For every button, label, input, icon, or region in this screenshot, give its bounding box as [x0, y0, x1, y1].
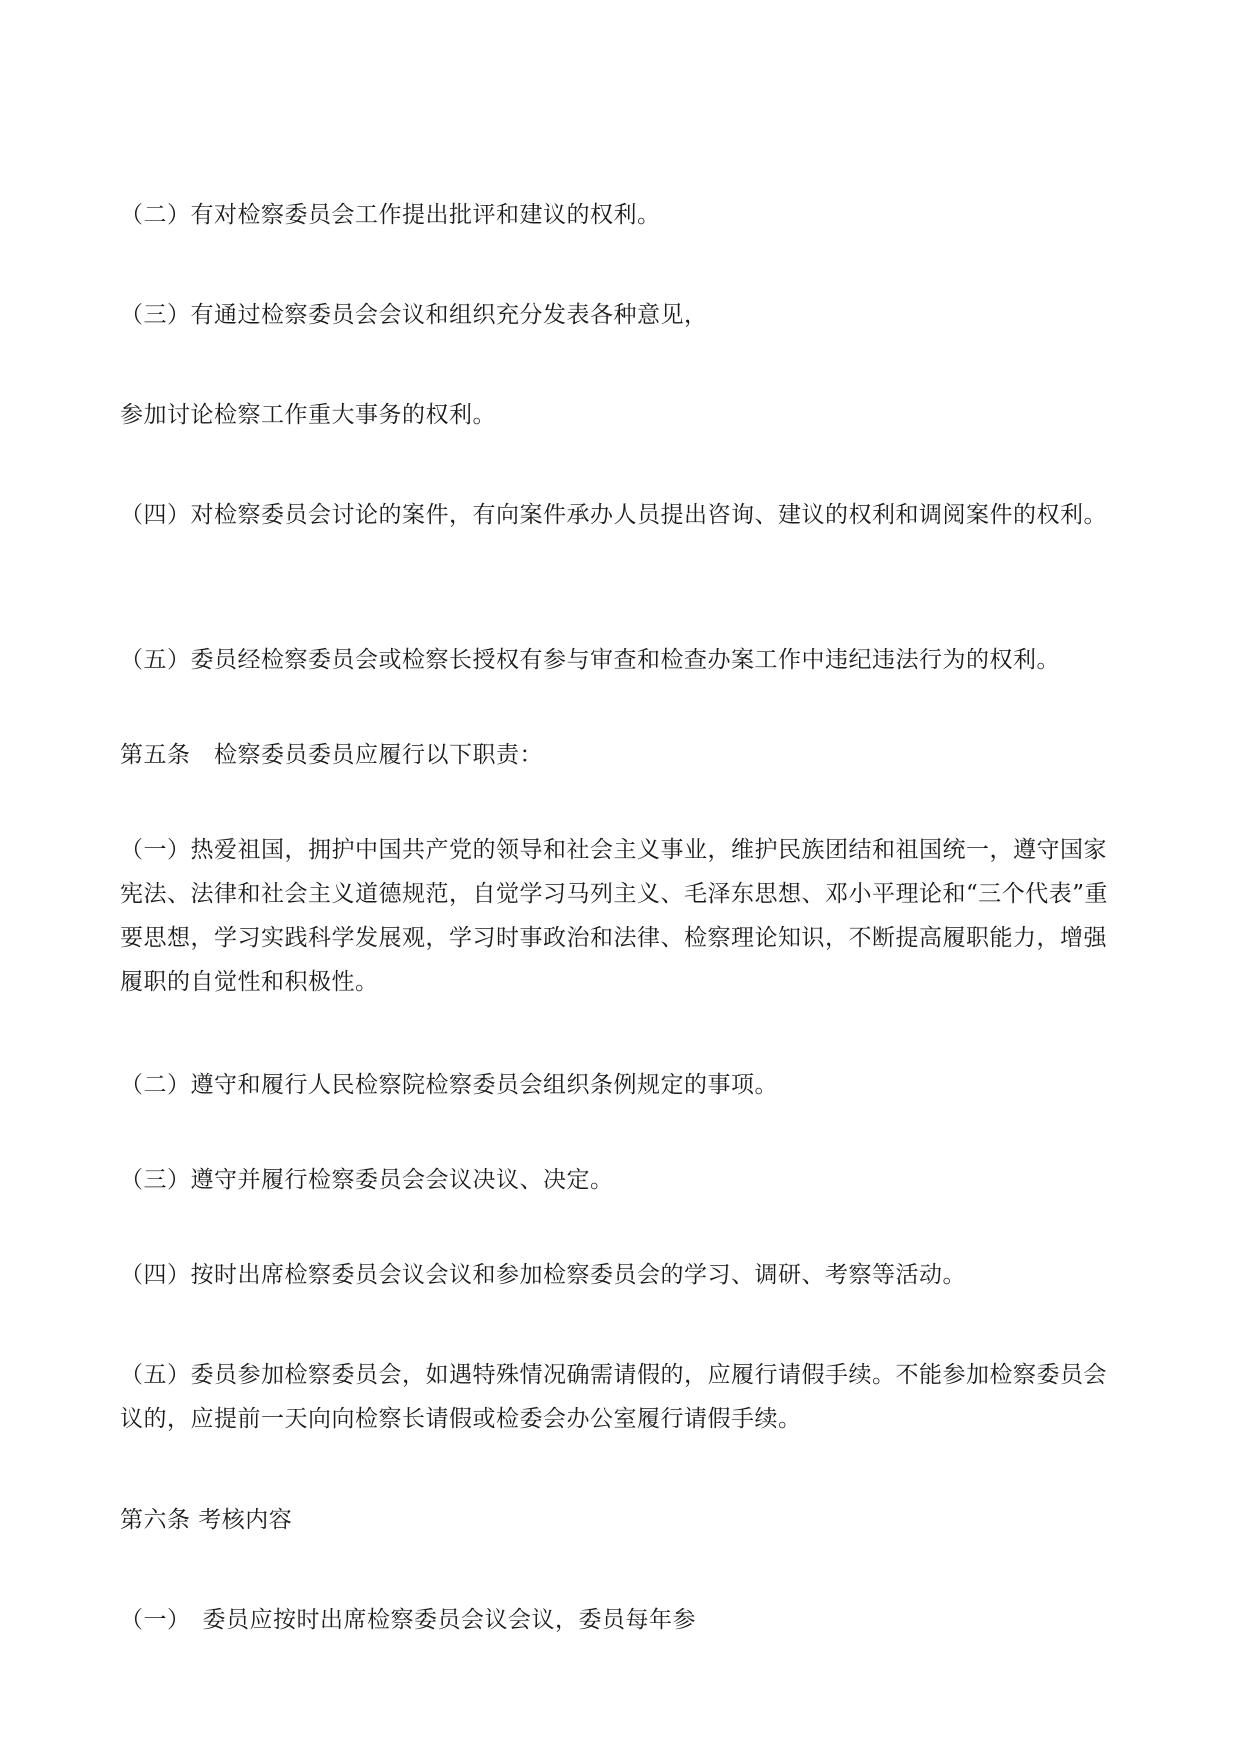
assessment-1-paragraph: （一） 委员应按时出席检察委员会议会议，委员每年参 [120, 1607, 696, 1633]
paragraph-3-opinion-right: （三）有通过检察委员会会议和组织充分发表各种意见， [120, 302, 708, 328]
paragraph-3-continuation: 参加讨论检察工作重大事务的权利。 [120, 402, 496, 428]
paragraph-4-consult-right: （四）对检察委员会讨论的案件，有向案件承办人员提出咨询、建议的权利和调阅案件的权利。 [120, 502, 1107, 528]
duty-3-paragraph: （三）遵守并履行检察委员会会议决议、决定。 [120, 1167, 614, 1193]
duty-5-paragraph: （五）委员参加检察委员会，如遇特殊情况确需请假的，应履行请假手续。不能参加检察委员会议的，应提前一天向向检察长请假或检委会办公室履行请假手续。 [120, 1362, 1107, 1432]
article-5-heading: 第五条 检察委员委员应履行以下职责： [120, 742, 543, 768]
duty-2-paragraph: （二）遵守和履行人民检察院检察委员会组织条例规定的事项。 [120, 1072, 778, 1098]
paragraph-2-criticism-right: （二）有对检察委员会工作提出批评和建议的权利。 [120, 202, 661, 228]
article-6-heading: 第六条 考核内容 [120, 1507, 293, 1533]
duty-1-paragraph: （一）热爱祖国，拥护中国共产党的领导和社会主义事业，维护民族团结和祖国统一，遵守国家宪法、法律和社会主义道德规范，自觉学习马列主义、毛泽东思想、邓小平理论和“三个代表”重要思想，学习实践科学发展观，学习时事政治和法律、检察理论知识，不断提高履职能力，增强履职的自觉性和积极性。 [120, 837, 1109, 995]
duty-4-paragraph: （四）按时出席检察委员会议会议和参加检察委员会的学习、调研、考察等活动。 [120, 1262, 966, 1288]
paragraph-5-review-right: （五）委员经检察委员会或检察长授权有参与审查和检查办案工作中违纪违法行为的权利。 [120, 647, 1060, 673]
